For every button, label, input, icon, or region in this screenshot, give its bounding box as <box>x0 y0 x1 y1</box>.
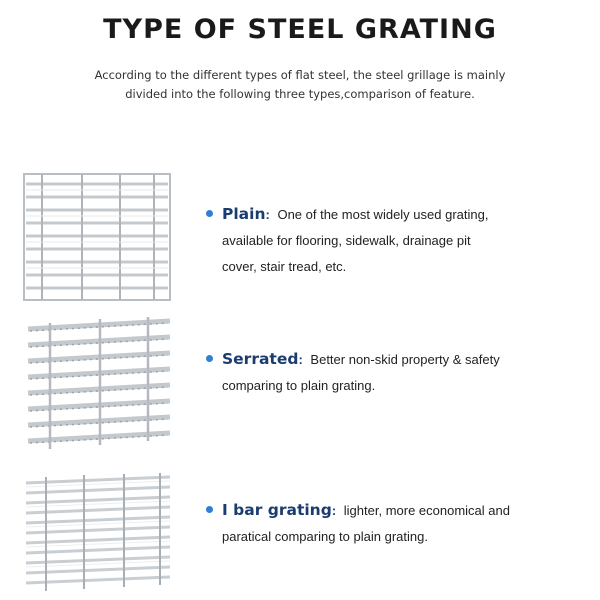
bullet-icon <box>206 355 213 362</box>
bullet-icon <box>206 506 213 513</box>
desc-line-3: cover, stair tread, etc. <box>222 259 347 274</box>
desc-line-1: One of the most widely used grating, <box>277 207 489 222</box>
desc-line-1: lighter, more economical and <box>343 503 510 518</box>
desc-line-2: comparing to plain grating. <box>222 378 376 393</box>
serrated-description <box>222 346 552 399</box>
type-label: Plain <box>222 205 266 223</box>
type-label: Serrated <box>222 350 299 368</box>
i-bar-grating-image <box>20 473 180 600</box>
label-colon: : <box>265 207 270 222</box>
i-bar-description <box>222 497 552 550</box>
label-colon: : <box>298 352 303 367</box>
desc-line-2: available for flooring, sidewalk, drainage pit <box>222 233 471 248</box>
page-subtitle <box>40 66 560 104</box>
serrated-grating-image <box>20 315 180 460</box>
bullet-icon <box>206 210 213 217</box>
plain-description <box>222 201 552 280</box>
plain-grating-image <box>20 170 175 310</box>
page-title: TYPE OF STEEL GRATING <box>103 14 497 45</box>
subtitle-line-2: divided into the following three types,comparison of feature. <box>125 87 475 101</box>
label-colon: : <box>331 503 337 518</box>
subtitle-line-1: According to the different types of flat steel, the steel grillage is mainly <box>94 68 506 82</box>
desc-line-1: Better non-skid property & safety <box>310 352 500 367</box>
type-label: I bar grating <box>222 501 332 519</box>
desc-line-2: paratical comparing to plain grating. <box>222 529 428 544</box>
